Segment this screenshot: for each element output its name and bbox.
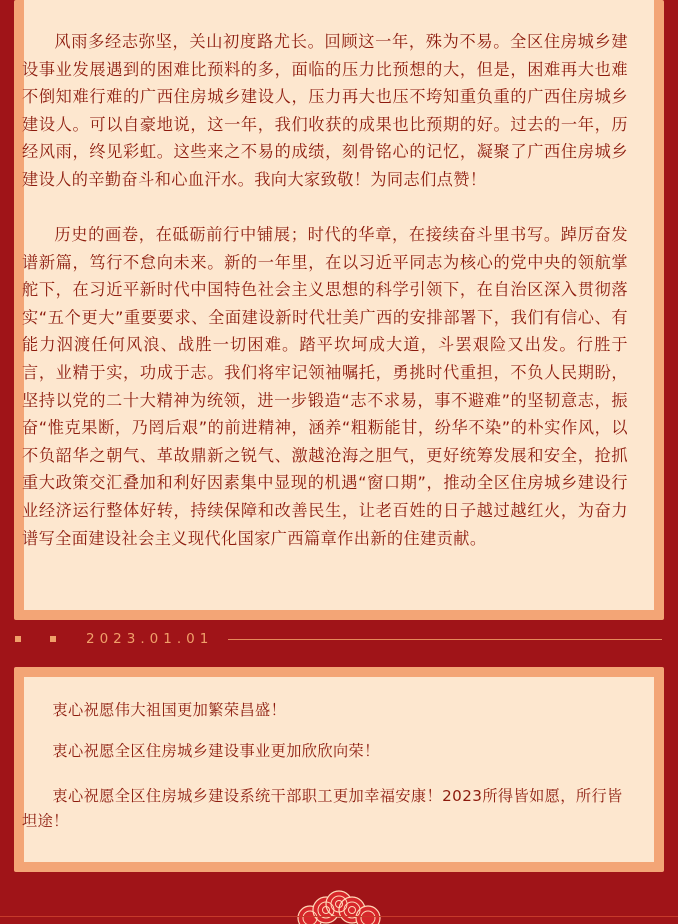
auspicious-cloud-icon [296,886,382,924]
wish-item: 衷心祝愿伟大祖国更加繁荣昌盛！ [52,701,287,719]
divider-line [228,639,662,640]
date-divider [0,626,678,656]
date-label: 2023.01.01 [86,631,214,647]
paragraph-review: 风雨多经志弥坚，关山初度路尤长。回顾这一年，殊为不易。全区住房城乡建设事业发展遇到的困难比预料的多，面临的压力比预想的大，但是，困难再大也难不倒知难行难的广西住房城乡建设人，压力再大也压不垮知重负重的广西住房城乡建设人。可以自豪地说，这一年，我们收获的成果也比预期的好。过去的一年，历经风雨，终见彩虹。这些来之不易的成绩，刻骨铭心的记忆，凝聚了广西住房城乡建设人的辛勤奋斗和心血汗水。我向大家致敬！为同志们点赞！ [22,32,628,189]
wish-item: 衷心祝愿全区住房城乡建设事业更加欣欣向荣！ [52,742,380,760]
square-bullet-icon [50,636,56,642]
wish-item: 衷心祝愿全区住房城乡建设系统干部职工更加幸福安康！2023所得皆如愿，所行皆坦途！ [22,787,623,830]
paragraph-outlook: 历史的画卷，在砥砺前行中铺展；时代的华章，在接续奋斗里书写。踔厉奋发谱新篇，笃行不怠向未来。新的一年里，在以习近平同志为核心的党中央的领航掌舵下，在习近平新时代中国特色社会主义思想的科学引领下，在自治区深入贯彻落实“五个更大”重要要求、全面建设新时代壮美广西的安排部署下，我们有信心、有能力泅渡任何风浪、战胜一切困难。踏平坎坷成大道，斗罢艰险又出发。行胜于言，业精于实，功成于志。我们将牢记领袖嘱托，勇挑时代重担，不负人民期盼，坚持以党的二十大精神为统领，进一步锻造“志不求易，事不避难”的坚韧意志，振奋“惟克果断，乃罔后艰”的前进精神，涵养“粗粝能甘，纷华不染”的朴实作风，以不负韶华之朝气、革故鼎新之锐气、激越沧海之胆气，更好统筹发展和安全，抢抓重大政策交汇叠加和利好因素集中显现的机遇“窗口期”，推动全区住房城乡建设行业经济运行整体好转，持续保障和改善民生，让老百姓的日子越过越红火，为奋力谱写全面建设社会主义现代化国家广西篇章作出新的住建贡献。 [22,225,628,548]
square-bullet-icon [15,636,21,642]
footer-line [0,916,678,917]
